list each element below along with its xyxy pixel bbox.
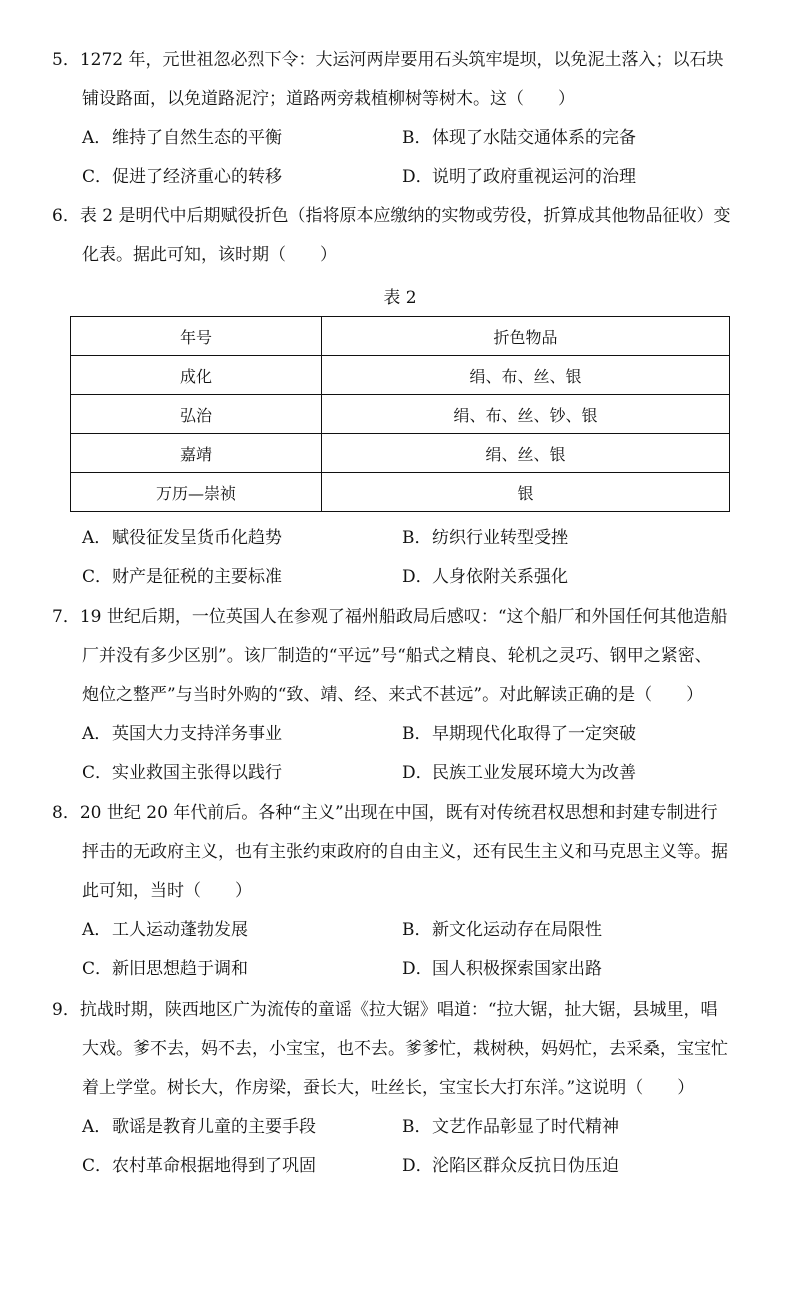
option-letter: B． (402, 920, 432, 940)
question-6-options (52, 519, 752, 597)
option-letter: B． (402, 528, 432, 548)
stem-line: 抗战时期，陕西地区广为流传的童谣《拉大锯》唱道：“拉大锯，扯大锯，县城里，唱 (79, 1000, 718, 1020)
option-a[interactable] (82, 1108, 316, 1147)
option-text: 早期现代化取得了一定突破 (432, 724, 636, 744)
question-5 (52, 41, 752, 197)
stem-line: 表 2 是明代中后期赋役折色（指将原本应缴纳的实物或劳役，折算成其他物品征收）变 (79, 206, 731, 226)
option-text: 人身依附关系强化 (432, 567, 568, 587)
option-text: 新旧思想趋于调和 (112, 959, 248, 979)
option-letter: C． (82, 567, 113, 587)
table-cell: 绢、布、丝、银 (322, 356, 730, 395)
option-c[interactable] (82, 1147, 316, 1186)
option-c[interactable] (82, 158, 282, 197)
option-d[interactable] (402, 558, 568, 597)
table-row (71, 434, 730, 473)
question-stem (52, 794, 752, 911)
option-d[interactable] (402, 950, 602, 989)
option-d[interactable] (402, 1147, 619, 1186)
option-d[interactable] (402, 754, 636, 793)
stem-line: 厂并没有多少区别”。该厂制造的“平远”号“船式之精良、轮机之灵巧、钢甲之紧密、 (82, 646, 712, 666)
option-letter: A． (82, 528, 112, 548)
option-a[interactable] (82, 715, 282, 754)
option-text: 农村革命根据地得到了巩固 (112, 1156, 316, 1176)
options-row (52, 1147, 752, 1186)
option-letter: A． (82, 920, 112, 940)
option-a[interactable] (82, 119, 282, 158)
option-text: 民族工业发展环境大为改善 (432, 763, 636, 783)
question-number: 8． (52, 803, 80, 823)
stem-line: 1272 年，元世祖忽必烈下令：大运河两岸要用石头筑牢堤坝，以免泥土落入；以石块 (79, 50, 724, 70)
question-8 (52, 794, 752, 989)
option-letter: B． (402, 128, 432, 148)
table-cell: 成化 (71, 356, 322, 395)
option-letter: B． (402, 724, 432, 744)
option-text: 文艺作品彰显了时代精神 (432, 1117, 619, 1137)
option-text: 赋役征发呈货币化趋势 (112, 528, 282, 548)
stem-line: 大戏。爹不去，妈不去，小宝宝，也不去。爹爹忙，栽树秧，妈妈忙，去采桑，宝宝忙 (82, 1039, 728, 1059)
option-text: 英国大力支持洋务事业 (112, 724, 282, 744)
stem-line: 抨击的无政府主义，也有主张约束政府的自由主义，还有民生主义和马克思主义等。据 (82, 842, 728, 862)
options-row (52, 119, 752, 158)
option-text: 沦陷区群众反抗日伪压迫 (432, 1156, 619, 1176)
option-text: 财产是征税的主要标准 (112, 567, 282, 587)
stem-line: 着上学堂。树长大，作房梁，蚕长大，吐丝长，宝宝长大打东洋。”这说明（ ） (82, 1078, 695, 1098)
question-stem (52, 41, 752, 119)
table-row (71, 356, 730, 395)
option-letter: A． (82, 1117, 112, 1137)
stem-line: 19 世纪后期，一位英国人在参观了福州船政局后感叹：“这个船厂和外国任何其他造船 (79, 607, 728, 627)
option-c[interactable] (82, 950, 248, 989)
option-letter: D． (402, 763, 433, 783)
option-text: 国人积极探索国家出路 (432, 959, 602, 979)
table-header-row (71, 317, 730, 356)
stem-line: 铺设路面，以免道路泥泞；道路两旁栽植柳树等树木。这（ ） (82, 89, 575, 109)
option-b[interactable] (402, 911, 602, 950)
options-row (52, 715, 752, 754)
option-text: 新文化运动存在局限性 (432, 920, 602, 940)
table-header-cell: 折色物品 (322, 317, 730, 356)
option-letter: B． (402, 1117, 432, 1137)
question-number: 7． (52, 607, 80, 627)
option-letter: C． (82, 763, 113, 783)
table-cell: 银 (322, 473, 730, 512)
table-cell: 嘉靖 (71, 434, 322, 473)
table-cell: 绢、布、丝、钞、银 (322, 395, 730, 434)
table-cell: 万历—崇祯 (71, 473, 322, 512)
option-text: 维持了自然生态的平衡 (112, 128, 282, 148)
question-9 (52, 991, 752, 1186)
option-c[interactable] (82, 558, 282, 597)
table-header-cell: 年号 (71, 317, 322, 356)
table-cell: 绢、丝、银 (322, 434, 730, 473)
question-number: 9． (52, 1000, 80, 1020)
option-a[interactable] (82, 519, 282, 558)
options-row (52, 754, 752, 793)
options-row (52, 558, 752, 597)
option-b[interactable] (402, 1108, 619, 1147)
option-letter: C． (82, 959, 113, 979)
option-letter: A． (82, 128, 112, 148)
question-6 (52, 197, 752, 275)
option-text: 工人运动蓬勃发展 (112, 920, 248, 940)
question-stem (52, 991, 752, 1108)
question-number: 5． (52, 50, 80, 70)
stem-line: 20 世纪 20 年代前后。各种“主义”出现在中国，既有对传统君权思想和封建专制进行 (79, 803, 718, 823)
question-number: 6． (52, 206, 80, 226)
option-letter: A． (82, 724, 112, 744)
option-text: 歌谣是教育儿童的主要手段 (112, 1117, 316, 1137)
options-row (52, 519, 752, 558)
option-letter: D． (402, 567, 433, 587)
option-text: 实业救国主张得以践行 (112, 763, 282, 783)
option-b[interactable] (402, 519, 568, 558)
table-cell: 弘治 (71, 395, 322, 434)
option-letter: C． (82, 167, 113, 187)
option-b[interactable] (402, 715, 636, 754)
option-letter: D． (402, 959, 433, 979)
option-a[interactable] (82, 911, 248, 950)
option-b[interactable] (402, 119, 636, 158)
options-row (52, 950, 752, 989)
question-stem (52, 197, 752, 275)
option-letter: D． (402, 167, 433, 187)
option-text: 说明了政府重视运河的治理 (432, 167, 636, 187)
options-row (52, 158, 752, 197)
stem-line: 炮位之整严”与当时外购的“致、靖、经、来式不甚远”。对此解读正确的是（ ） (82, 685, 704, 705)
option-c[interactable] (82, 754, 282, 793)
option-text: 纺织行业转型受挫 (432, 528, 568, 548)
question-stem (52, 598, 752, 715)
option-d[interactable] (402, 158, 636, 197)
option-text: 体现了水陆交通体系的完备 (432, 128, 636, 148)
stem-line: 此可知，当时（ ） (82, 881, 252, 901)
table-row (71, 473, 730, 512)
table-caption: 表 2 (383, 288, 417, 308)
table-2 (70, 316, 730, 512)
options-row (52, 1108, 752, 1147)
stem-line: 化表。据此可知，该时期（ ） (82, 245, 337, 265)
question-7 (52, 598, 752, 793)
option-letter: C． (82, 1156, 113, 1176)
option-text: 促进了经济重心的转移 (112, 167, 282, 187)
table-row (71, 395, 730, 434)
options-row (52, 911, 752, 950)
option-letter: D． (402, 1156, 433, 1176)
